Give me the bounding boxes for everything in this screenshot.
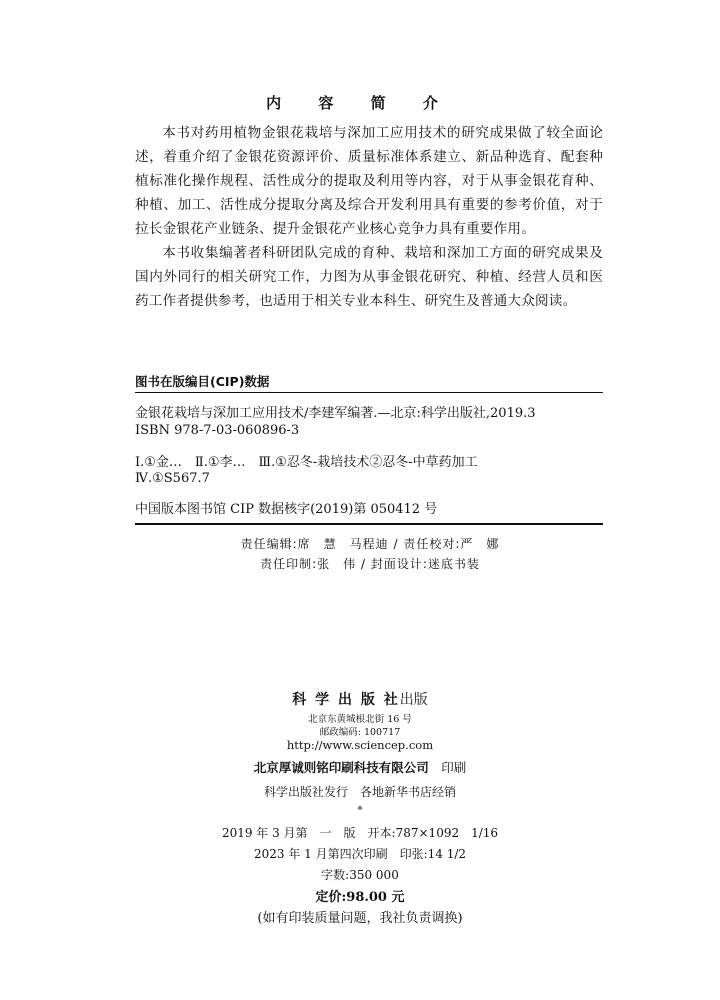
quality-notice: (如有印装质量问题，我社负责调换) [257,911,463,926]
distribution-line: 科学出版社发行 各地新华书店经销 [263,785,456,799]
cip-top-divider [135,392,603,393]
publisher-logo-text: 科 学 出 版 社 [292,692,400,708]
publisher-postcode: 邮政编码: 100717 [319,727,401,738]
intro-paragraph-1: 本书对药用植物金银花栽培与深加工应用技术的研究成果做了较全面论述，着重介绍了金银花资源评价、质量标准体系建立、新品种选育、配套种植标准化操作规程、活性成分的提取及利用等内容，对于从事金银花育种、种植、加工、活性成分提取分离及综合开发利用具有重要的参考价值，对于拉长金银花产业链条、提升金银花产业核心竞争力具有重要作用。 [135,125,603,237]
production-credits: 责任印制:张 伟 / 封面设计:迷底书装 [260,557,480,571]
printer-suffix: 印刷 [441,760,467,775]
cip-line-isbn: ISBN 978-7-03-060896-3 [135,423,300,438]
cip-heading: 图书在版编目(CIP)数据 [135,374,270,389]
cip-line-title: 金银花栽培与深加工应用技术/李建军编著.—北京:科学出版社,2019.3 [135,406,536,421]
editor-credits: 责任编辑:席 慧 马程迪 / 责任校对:严 娜 [240,537,500,551]
publisher-name [0,689,720,709]
cip-line-class-number: Ⅳ.①S567.7 [135,471,210,486]
page-title: 内 容 简 介 [266,94,454,112]
cip-line-record-number: 中国版本图书馆 CIP 数据核字(2019)第 050412 号 [135,502,438,517]
intro-paragraph-2: 本书收集编著者科研团队完成的育种、栽培和深加工方面的研究成果及国内外同行的相关研究工作，力图为从事金银花研究、种植、经营人员和医药工作者提供参考，也适用于相关专业本科生、研究生及普通大众阅读。 [135,245,603,309]
publisher-address: 北京东黄城根北街 16 号 [308,714,412,725]
cip-bottom-divider [135,523,603,525]
separator-star: * [357,805,363,816]
publisher-suffix: 出版 [399,692,428,708]
cip-line-classification: Ⅰ.①金… Ⅱ.①李… Ⅲ.①忍冬-栽培技术②忍冬-中草药加工 [135,455,478,470]
price: 定价:98.00 元 [315,890,405,905]
publisher-url: http://www.sciencep.com [286,738,434,752]
printer-line [0,758,720,776]
printer-name: 北京厚诚则铭印刷科技有限公司 [253,760,429,775]
edition-line-1: 2019 年 3 月第 一 版 开本:787×1092 1/16 [221,826,499,840]
word-count: 字数:350 000 [321,868,399,882]
edition-line-2: 2023 年 1 月第四次印刷 印张:14 1/2 [253,847,467,861]
